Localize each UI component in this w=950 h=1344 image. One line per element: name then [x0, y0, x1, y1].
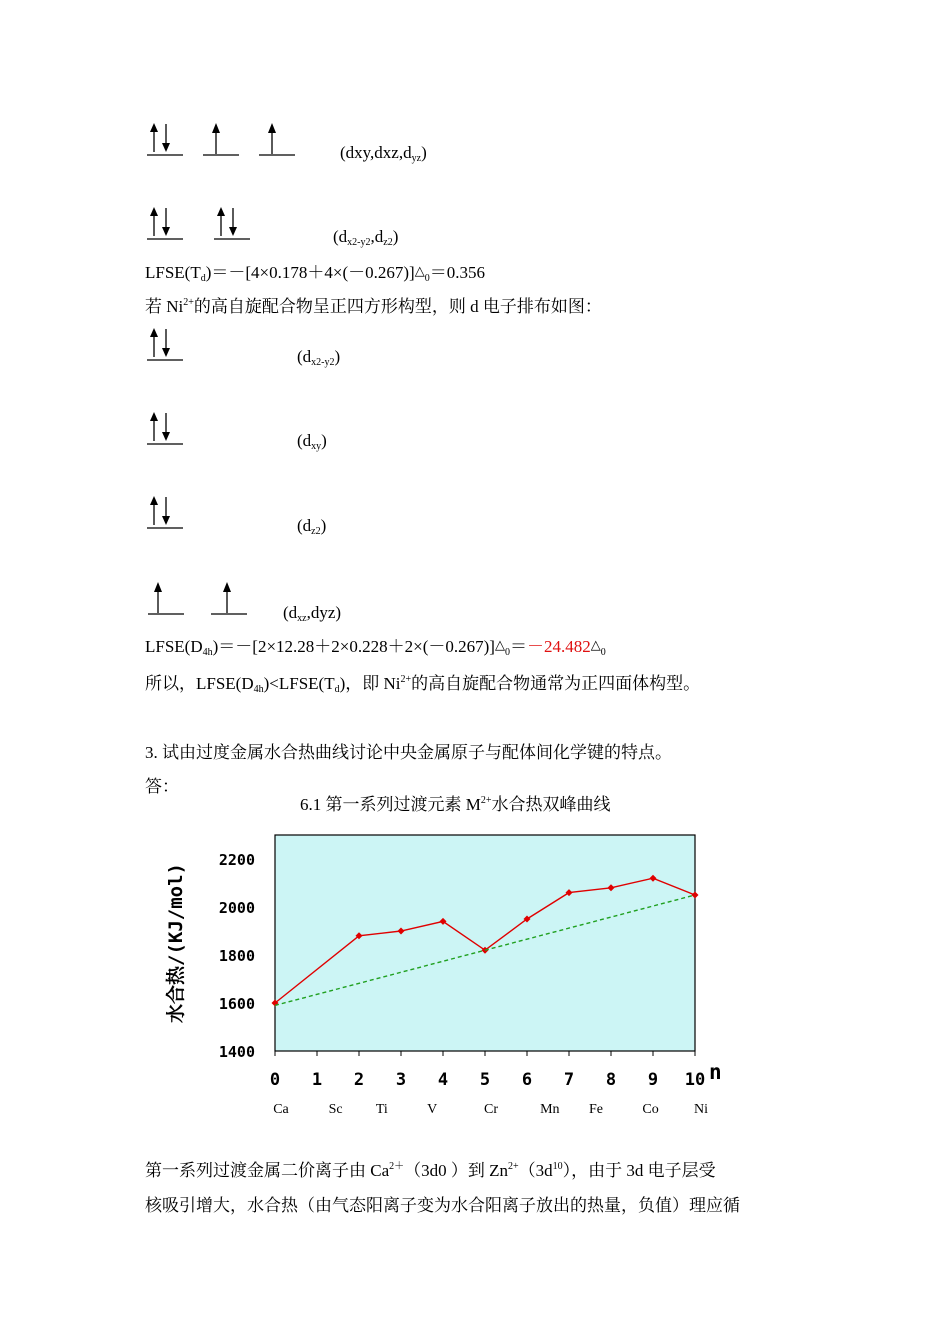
- x-tick-label: 10: [684, 1070, 706, 1090]
- orbital-paired: [145, 410, 183, 446]
- orbital-label-e: $(d_{x2-y2},d_{z2})$: [333, 227, 399, 248]
- orbital-paired: [145, 121, 183, 157]
- orbital-single: [257, 121, 295, 157]
- square-intro: 若 $Ni^{2+}$的高自旋配合物呈正四方形构型，则 d 电子排布如图：: [145, 297, 602, 316]
- y-tick-label: 1800: [218, 947, 255, 965]
- plot-area: [275, 835, 695, 1051]
- element-label: V: [427, 1102, 438, 1117]
- lfse-d4h-result: －24.482: [526, 637, 591, 656]
- orbital-label-dxy: $(d_{xy})$: [297, 431, 327, 452]
- orbital-label-dx2y2: $(d_{x2-y2})$: [297, 347, 341, 368]
- x-tick-label: 6: [521, 1070, 533, 1090]
- orbital-single: [201, 121, 239, 157]
- element-label: Fe: [589, 1102, 603, 1117]
- element-label: Cr: [484, 1102, 498, 1117]
- y-axis-label: 水合热/(KJ/mol): [165, 863, 187, 1023]
- orbital-label-dxz-dyz: $(d_{xz},dyz)$: [283, 603, 342, 624]
- element-label: Ti: [375, 1102, 388, 1117]
- y-tick-label: 1600: [218, 995, 255, 1013]
- x-axis-label: n: [709, 1060, 722, 1084]
- chart-title: 6.1 第一系列过渡元素 $M^{2+}$水合热双峰曲线: [300, 795, 611, 814]
- element-label: Mn: [540, 1102, 560, 1117]
- element-label: Co: [642, 1102, 659, 1117]
- x-tick-label: 5: [479, 1070, 491, 1090]
- x-tick-label: 0: [269, 1070, 281, 1090]
- orbital-label-dz2: $(d_{z2})$: [297, 516, 327, 537]
- element-label: Sc: [328, 1102, 343, 1117]
- y-tick-label: 2200: [218, 851, 255, 869]
- orbital-label-t2: $(dxy,dxz,d_{yz})$: [340, 143, 427, 164]
- x-tick-label: 9: [647, 1070, 659, 1090]
- answer-label: 答：: [145, 777, 179, 796]
- conclusion: 所以，$LFSE(D_{4h})<LFSE(T_d)$，即 $Ni^{2+}$的高自旋配合物通常为正四面体构型。: [145, 674, 701, 695]
- y-tick-label: 1400: [218, 1043, 255, 1061]
- x-tick-label: 1: [311, 1070, 323, 1090]
- orbital-paired: [145, 494, 183, 530]
- orbital-single: [209, 580, 247, 616]
- paragraph-line-1: 第一系列过渡金属二价离子由 $Ca^{2+}(3d0$ ）到 $Zn^{2+}(3d^{10})$，由于 3d 电子层受: [145, 1161, 716, 1180]
- element-label: Ca: [273, 1102, 289, 1117]
- x-tick-label: 8: [605, 1070, 617, 1090]
- element-label: Ni: [694, 1102, 708, 1117]
- orbital-paired: [145, 326, 183, 362]
- y-tick-label: 2000: [218, 899, 255, 917]
- orbital-single: [146, 580, 184, 616]
- x-tick-label: 3: [395, 1070, 407, 1090]
- orbital-paired: [145, 205, 183, 241]
- hydration-heat-chart: [150, 825, 750, 1125]
- x-tick-label: 2: [353, 1070, 365, 1090]
- lfse-d4h-equation: $LFSE(D_{4h})=-[2\times 12.28+2\times 0.228+2\times(-0.267)]\triangle_0=-24.482\triangle_0$: [145, 637, 606, 658]
- paragraph-line-2: 核吸引增大，水合热（由气态阳离子变为水合阳离子放出的热量，负值）理应循: [145, 1196, 740, 1215]
- question-3: 3. 试由过度金属水合热曲线讨论中央金属原子与配体间化学键的特点。: [145, 743, 672, 762]
- x-tick-label: 7: [563, 1070, 575, 1090]
- x-tick-label: 4: [437, 1070, 449, 1090]
- orbital-paired: [212, 205, 250, 241]
- lfse-td-equation: $LFSE(T_d)=-[4\times 0.178+4\times(-0.267)]\triangle_0=0.356$: [145, 263, 485, 284]
